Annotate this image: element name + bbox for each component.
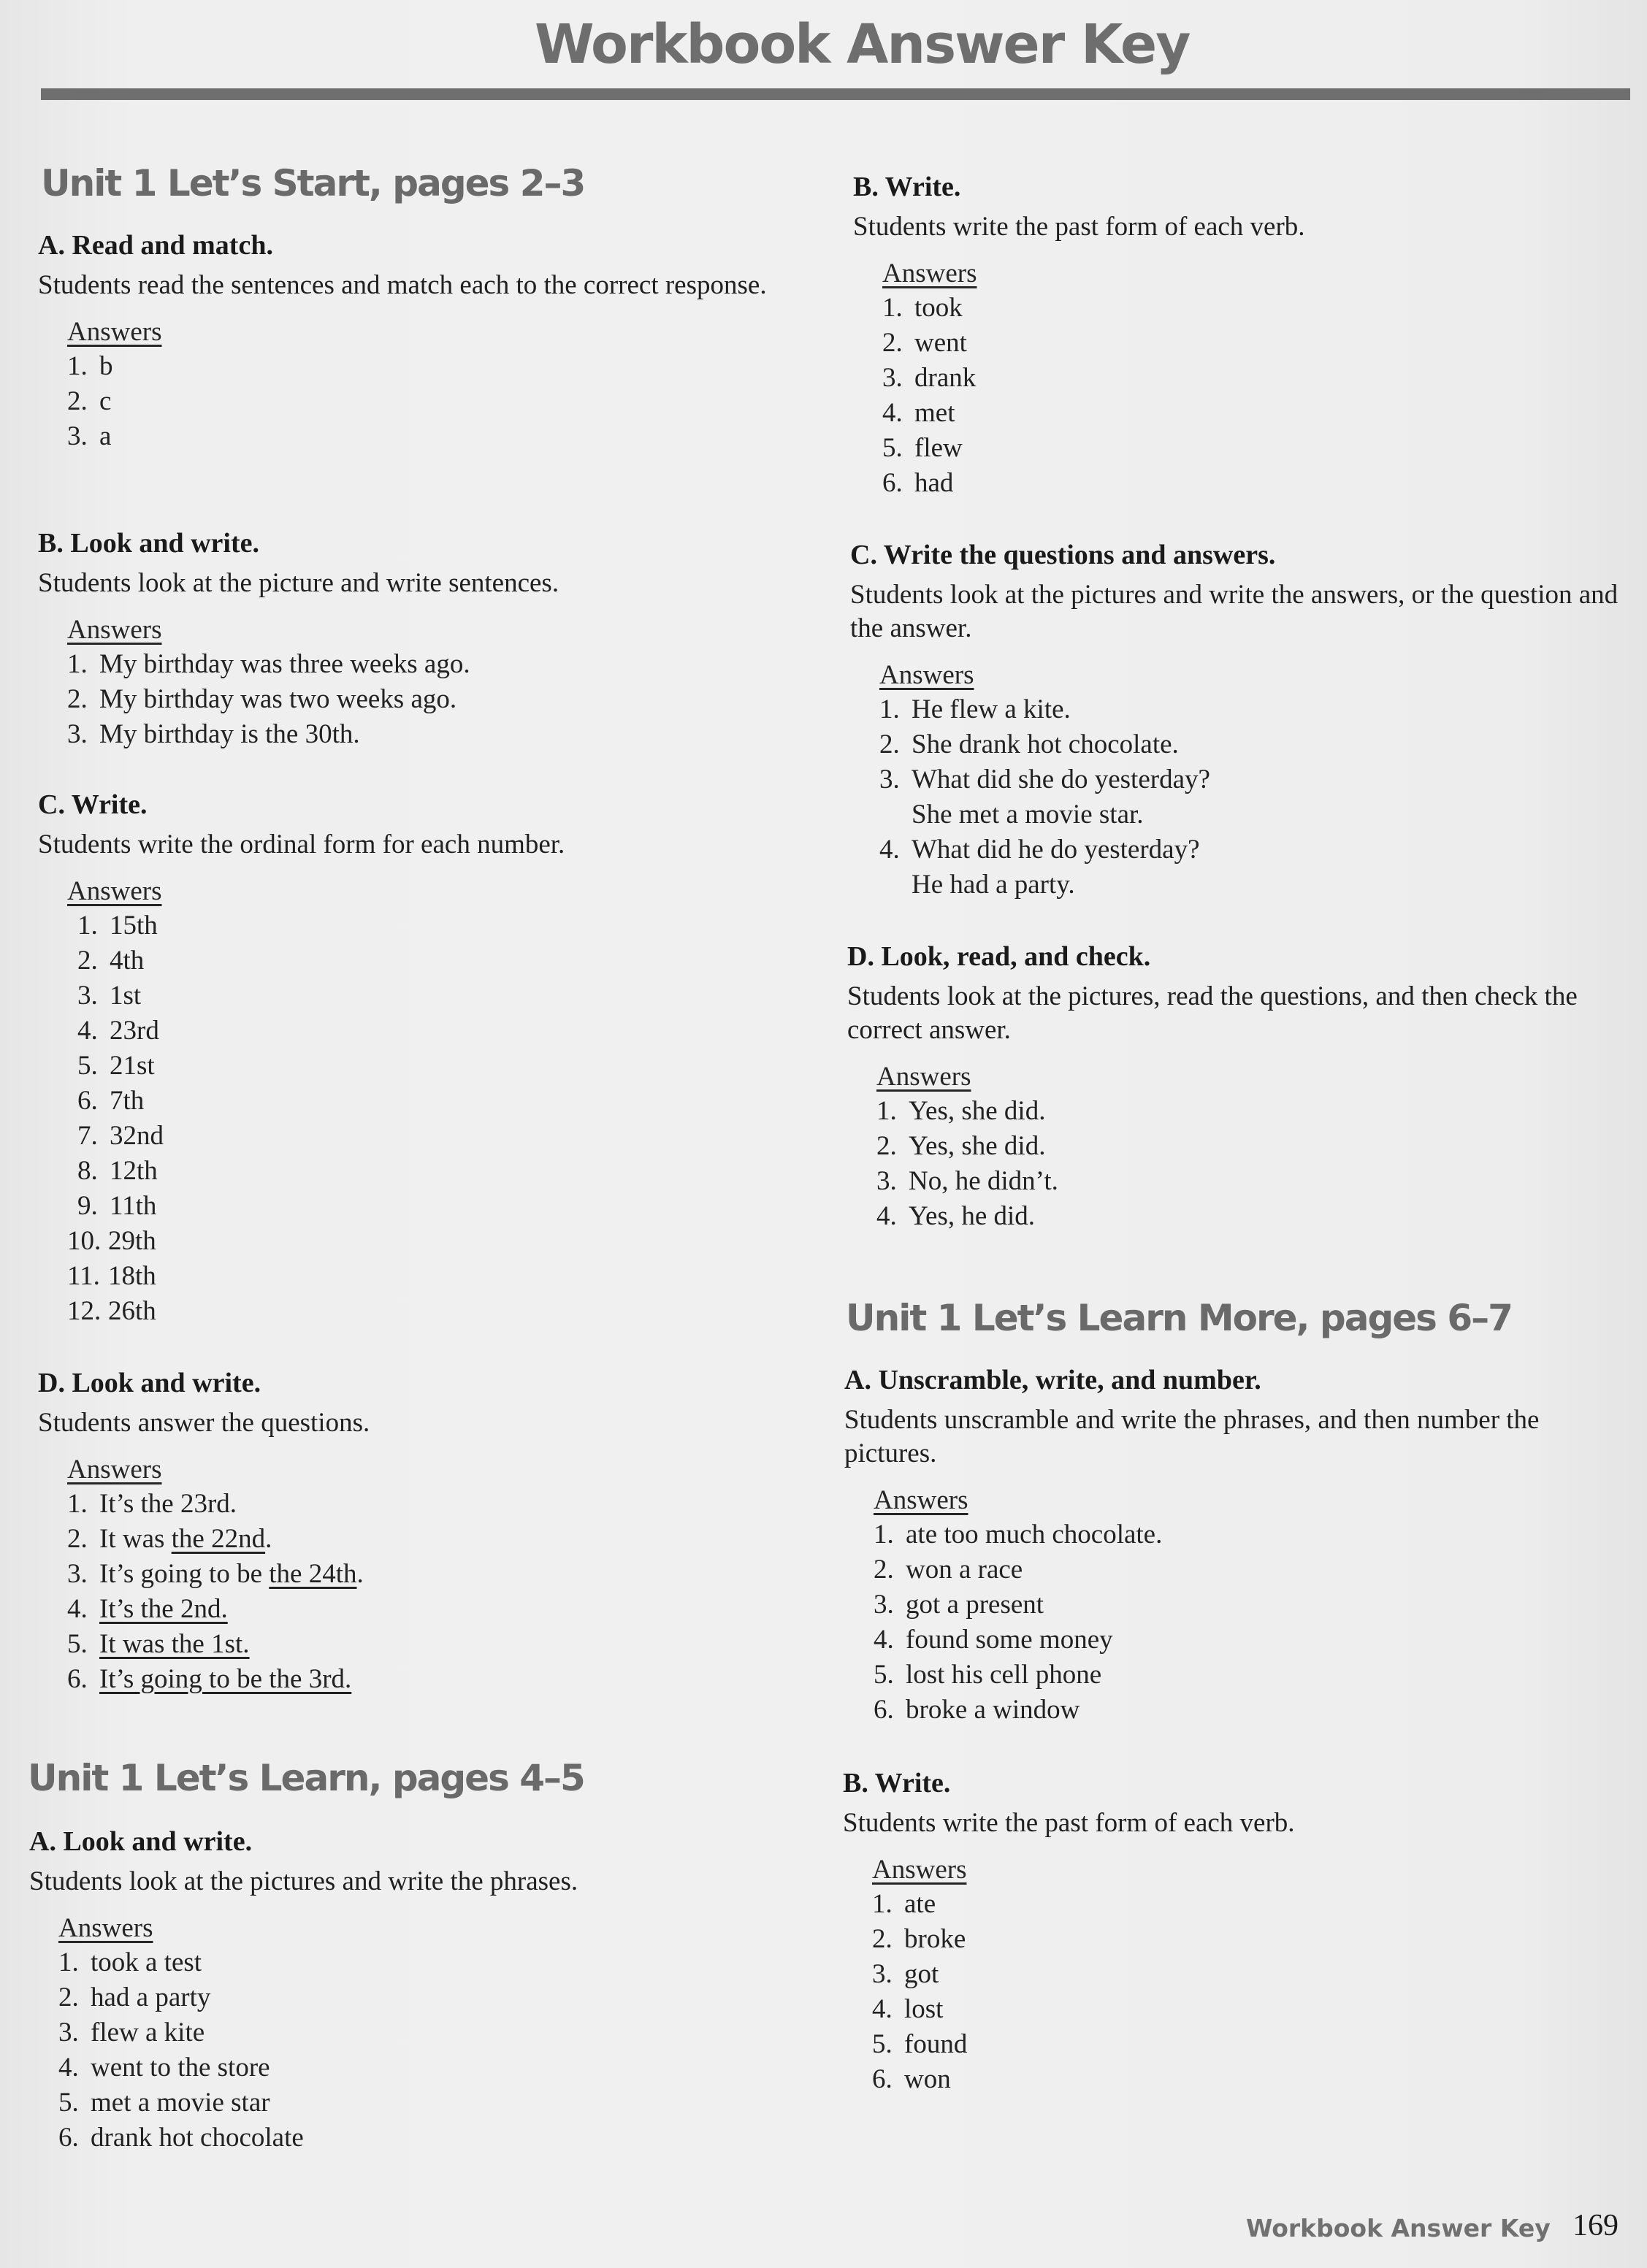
answer-number: 2. xyxy=(67,1524,88,1554)
list-item xyxy=(67,647,812,682)
answer-number: 3. xyxy=(872,1959,893,1989)
section-description: Students look at the picture and write sentences. xyxy=(38,568,559,598)
answers-label: Answers xyxy=(882,258,977,288)
answers-list xyxy=(882,291,1627,501)
page-number: 169 xyxy=(1573,2209,1619,2242)
list-item xyxy=(872,2062,1617,2097)
list-item xyxy=(67,1557,812,1592)
answer-text: She met a movie star. xyxy=(912,800,1144,830)
list-item xyxy=(879,832,1624,903)
answer-number: 6. xyxy=(872,2064,893,2094)
answers-label: Answers xyxy=(879,660,974,690)
answer-number: 3. xyxy=(67,421,88,451)
answers-list xyxy=(67,908,812,1329)
section-look-read-check xyxy=(847,939,1621,1234)
answer-number: 2. xyxy=(67,386,88,416)
answer-underlined-text: It was the 1st. xyxy=(99,1629,250,1659)
answer-text: lost his cell phone xyxy=(906,1660,1102,1690)
answer-text: went to the store xyxy=(91,2053,270,2083)
answer-number: 1. xyxy=(67,649,88,679)
answers-list xyxy=(67,349,812,454)
answer-underlined-text: the 22nd xyxy=(171,1524,266,1554)
answer-text: It’s going to be xyxy=(99,1559,270,1589)
list-item xyxy=(879,727,1624,762)
answers-block xyxy=(29,1912,803,2156)
list-item xyxy=(872,1922,1617,1957)
section-title: B. Write. xyxy=(843,1768,951,1798)
list-item xyxy=(876,1199,1621,1234)
section-title: B. Write. xyxy=(853,172,961,202)
answer-number: 3. xyxy=(67,1559,88,1589)
answer-number: 4. xyxy=(882,398,903,428)
answer-text: lost xyxy=(904,1994,944,2024)
unit-heading-lets-start: Unit 1 Let’s Start, pages 2–3 xyxy=(41,162,585,204)
answer-number: 4. xyxy=(879,835,900,865)
answer-number: 3. xyxy=(879,765,900,794)
answers-block xyxy=(850,659,1624,903)
answer-number: 1. xyxy=(879,694,900,724)
answers-block xyxy=(38,613,812,752)
list-item xyxy=(872,2027,1617,2062)
answer-text: My birthday was two weeks ago. xyxy=(99,684,457,714)
answer-text: got xyxy=(904,1959,939,1989)
section-write-past-form-2 xyxy=(843,1766,1617,2097)
answer-text: flew xyxy=(914,433,963,463)
answer-text: broke a window xyxy=(906,1695,1080,1725)
list-item xyxy=(67,384,812,419)
section-title: A. Look and write. xyxy=(29,1826,253,1857)
unit-heading-lets-learn-more: Unit 1 Let’s Learn More, pages 6–7 xyxy=(846,1297,1512,1339)
list-item xyxy=(77,1084,812,1119)
answer-number: 2. xyxy=(879,729,900,759)
list-item xyxy=(77,978,812,1014)
answer-text: It was xyxy=(99,1524,172,1554)
answer-text: took xyxy=(914,293,963,323)
answer-text: met xyxy=(914,398,955,428)
answer-text: found xyxy=(904,2029,968,2059)
answer-underlined-text: It’s the 2nd. xyxy=(99,1594,228,1624)
answer-number: 5. xyxy=(67,1629,88,1659)
section-read-and-match xyxy=(38,228,812,454)
list-item xyxy=(67,1522,812,1557)
answer-text: My birthday was three weeks ago. xyxy=(99,649,470,679)
section-title: D. Look, read, and check. xyxy=(847,941,1151,972)
answer-text: had a party xyxy=(91,1982,211,2012)
answer-text: c xyxy=(99,386,112,416)
answer-text: 23rd xyxy=(110,1016,159,1046)
list-item xyxy=(876,1164,1621,1199)
list-item xyxy=(77,1014,812,1049)
answer-number: 4. xyxy=(58,2053,79,2083)
answer-text: 18th xyxy=(108,1261,156,1291)
answer-number: 2. xyxy=(67,684,88,714)
section-title: C. Write the questions and answers. xyxy=(850,540,1276,570)
section-look-and-write-d xyxy=(38,1365,812,1697)
answer-text: got a present xyxy=(906,1590,1044,1620)
list-item xyxy=(58,1945,803,1980)
list-item xyxy=(879,762,1624,832)
section-description: Students write the ordinal form for each number. xyxy=(38,830,565,859)
answer-number: 9. xyxy=(77,1191,98,1221)
answers-label: Answers xyxy=(874,1485,968,1515)
answer-text: My birthday is the 30th. xyxy=(99,719,360,749)
answers-block xyxy=(853,257,1627,501)
list-item xyxy=(882,466,1627,501)
answer-number: 12. xyxy=(67,1296,102,1326)
answer-text: Yes, she did. xyxy=(909,1096,1046,1126)
list-item xyxy=(77,943,812,978)
answer-number: 2. xyxy=(77,946,98,976)
answer-number: 3. xyxy=(876,1166,897,1196)
list-item xyxy=(58,1980,803,2015)
answer-text: went xyxy=(914,328,967,358)
answer-number: 1. xyxy=(67,1489,88,1519)
list-item xyxy=(67,349,812,384)
section-title: C. Write. xyxy=(38,789,148,820)
answer-text: 1st xyxy=(110,981,142,1011)
list-item xyxy=(67,1662,812,1697)
answer-text: a xyxy=(99,421,112,451)
list-item xyxy=(58,2015,803,2050)
answer-number: 3. xyxy=(77,981,98,1011)
list-item xyxy=(77,908,812,943)
section-description: Students read the sentences and match each to the correct response. xyxy=(38,270,767,300)
section-look-and-write-b xyxy=(38,526,812,752)
answer-number: 8. xyxy=(77,1156,98,1186)
section-unscramble xyxy=(844,1363,1619,1728)
list-item xyxy=(77,1119,812,1154)
answer-number: 3. xyxy=(874,1590,894,1620)
section-title: A. Read and match. xyxy=(38,230,273,261)
answer-number: 3. xyxy=(882,363,903,393)
answers-list xyxy=(58,1945,803,2156)
list-item xyxy=(77,1189,812,1224)
answer-punctuation: . xyxy=(265,1524,272,1554)
answer-text: took a test xyxy=(91,1947,202,1977)
list-item xyxy=(67,1627,812,1662)
answer-text: won a race xyxy=(906,1555,1023,1585)
answers-list xyxy=(879,692,1624,903)
answer-number: 1. xyxy=(67,351,88,381)
answer-number: 3. xyxy=(67,719,88,749)
list-item xyxy=(882,396,1627,431)
section-description: Students answer the questions. xyxy=(38,1408,370,1438)
answer-text: She drank hot chocolate. xyxy=(912,729,1179,759)
section-description: Students look at the pictures and write the answers, or the question and the answer. xyxy=(850,580,1619,643)
answer-question: What did he do yesterday? xyxy=(912,835,1200,865)
answers-block xyxy=(38,875,812,1329)
list-item xyxy=(58,2085,803,2120)
answers-label: Answers xyxy=(67,1455,162,1484)
answers-block xyxy=(844,1484,1619,1728)
list-item xyxy=(67,1592,812,1627)
answer-text: 26th xyxy=(108,1296,156,1326)
answer-number: 6. xyxy=(67,1664,88,1694)
list-item xyxy=(876,1094,1621,1129)
answer-number: 4. xyxy=(872,1994,893,2024)
answer-number: 1. xyxy=(876,1096,897,1126)
list-item xyxy=(882,431,1627,466)
list-item xyxy=(872,1887,1617,1922)
section-write-past-form xyxy=(853,169,1627,501)
answer-text: 29th xyxy=(108,1226,156,1256)
list-item xyxy=(67,1224,812,1259)
list-item xyxy=(874,1623,1619,1658)
answer-number: 4. xyxy=(876,1201,897,1231)
answers-label: Answers xyxy=(58,1913,153,1943)
list-item xyxy=(874,1517,1619,1552)
section-description: Students write the past form of each verb. xyxy=(853,212,1305,242)
answer-text: 7th xyxy=(110,1086,145,1116)
list-item xyxy=(77,1154,812,1189)
answer-text: Yes, she did. xyxy=(909,1131,1046,1161)
answer-text: drank xyxy=(914,363,977,393)
section-look-and-write-phrases xyxy=(29,1824,803,2156)
answers-block xyxy=(843,1853,1617,2097)
list-item xyxy=(874,1587,1619,1623)
answer-number: 2. xyxy=(874,1555,894,1585)
answer-text: 11th xyxy=(110,1191,157,1221)
answer-number: 6. xyxy=(882,468,903,498)
list-item xyxy=(67,1487,812,1522)
page-title: Workbook Answer Key xyxy=(535,13,1190,76)
answer-number: 4. xyxy=(67,1594,88,1624)
section-write-ordinals xyxy=(38,787,812,1329)
answers-block xyxy=(38,315,812,454)
answer-text: No, he didn’t. xyxy=(909,1166,1058,1196)
answer-number: 6. xyxy=(77,1086,98,1116)
answer-number: 1. xyxy=(77,911,98,940)
answer-text: won xyxy=(904,2064,951,2094)
answer-text: had xyxy=(914,468,954,498)
answer-number: 2. xyxy=(872,1924,893,1954)
answer-number: 3. xyxy=(58,2018,79,2047)
answers-label: Answers xyxy=(67,615,162,645)
list-item xyxy=(58,2050,803,2085)
footer-label: Workbook Answer Key xyxy=(1246,2214,1551,2242)
answers-label: Answers xyxy=(872,1855,967,1885)
answer-number: 6. xyxy=(874,1695,894,1725)
answer-number: 4. xyxy=(874,1625,894,1655)
answer-number: 1. xyxy=(872,1889,893,1919)
answer-number: 1. xyxy=(874,1520,894,1549)
answer-number: 1. xyxy=(882,293,903,323)
answer-text: 15th xyxy=(110,911,158,940)
answer-number: 7. xyxy=(77,1121,98,1151)
list-item xyxy=(882,326,1627,361)
answer-number: 6. xyxy=(58,2123,79,2153)
answer-text: broke xyxy=(904,1924,966,1954)
answer-number: 1. xyxy=(58,1947,79,1977)
list-item xyxy=(876,1129,1621,1164)
answer-text: 4th xyxy=(110,946,145,976)
section-title: A. Unscramble, write, and number. xyxy=(844,1365,1261,1395)
list-item xyxy=(67,682,812,717)
answer-number: 5. xyxy=(882,433,903,463)
list-item xyxy=(874,1693,1619,1728)
answer-text: 12th xyxy=(110,1156,158,1186)
list-item xyxy=(67,419,812,454)
section-description: Students look at the pictures and write the phrases. xyxy=(29,1866,578,1896)
section-description: Students unscramble and write the phrases, and then number the pictures. xyxy=(844,1405,1540,1468)
answer-number: 10. xyxy=(67,1226,102,1256)
answer-text: ate xyxy=(904,1889,936,1919)
answer-text: 21st xyxy=(110,1051,155,1081)
list-item xyxy=(882,361,1627,396)
list-item xyxy=(67,717,812,752)
answer-text: found some money xyxy=(906,1625,1113,1655)
answer-text: met a movie star xyxy=(91,2088,270,2118)
answers-label: Answers xyxy=(67,317,162,347)
answer-text: flew a kite xyxy=(91,2018,205,2047)
answer-text: ate too much chocolate. xyxy=(906,1520,1163,1549)
answer-underlined-text: the 24th xyxy=(269,1559,357,1589)
answers-list xyxy=(67,647,812,752)
list-item xyxy=(67,1259,812,1294)
list-item xyxy=(872,1992,1617,2027)
list-item xyxy=(58,2120,803,2156)
section-description: Students look at the pictures, read the questions, and then check the correct answer. xyxy=(847,981,1578,1045)
answer-number: 5. xyxy=(58,2088,79,2118)
answer-number: 5. xyxy=(77,1051,98,1081)
answer-text: It’s the 23rd. xyxy=(99,1489,237,1519)
answer-punctuation: . xyxy=(356,1559,364,1589)
answer-number: 2. xyxy=(876,1131,897,1161)
answer-text: Yes, he did. xyxy=(909,1201,1036,1231)
answer-number: 11. xyxy=(67,1261,100,1291)
answers-block xyxy=(847,1060,1621,1234)
answers-list xyxy=(876,1094,1621,1234)
answers-list xyxy=(67,1487,812,1697)
list-item xyxy=(874,1658,1619,1693)
list-item xyxy=(882,291,1627,326)
answers-label: Answers xyxy=(876,1062,971,1092)
list-item xyxy=(879,692,1624,727)
answer-text: He had a party. xyxy=(912,870,1075,900)
title-rule xyxy=(41,88,1630,100)
section-title: B. Look and write. xyxy=(38,528,259,559)
section-description: Students write the past form of each verb. xyxy=(843,1808,1295,1838)
answer-text: b xyxy=(99,351,113,381)
answers-label: Answers xyxy=(67,876,162,906)
answer-text: 32nd xyxy=(110,1121,164,1151)
answers-list xyxy=(874,1517,1619,1728)
section-title: D. Look and write. xyxy=(38,1368,261,1398)
list-item xyxy=(67,1294,812,1329)
answer-number: 5. xyxy=(872,2029,893,2059)
answer-number: 5. xyxy=(874,1660,894,1690)
list-item xyxy=(874,1552,1619,1587)
list-item xyxy=(77,1049,812,1084)
answer-number: 4. xyxy=(77,1016,98,1046)
answer-question: What did she do yesterday? xyxy=(912,765,1210,794)
section-questions-and-answers xyxy=(850,537,1624,903)
answer-text: drank hot chocolate xyxy=(91,2123,304,2153)
unit-heading-lets-learn: Unit 1 Let’s Learn, pages 4–5 xyxy=(28,1757,584,1799)
answer-text: He flew a kite. xyxy=(912,694,1071,724)
answer-underlined-text: It’s going to be the 3rd. xyxy=(99,1664,352,1694)
list-item xyxy=(872,1957,1617,1992)
answers-list xyxy=(872,1887,1617,2097)
answer-number: 2. xyxy=(58,1982,79,2012)
answers-block xyxy=(38,1453,812,1697)
answer-number: 2. xyxy=(882,328,903,358)
